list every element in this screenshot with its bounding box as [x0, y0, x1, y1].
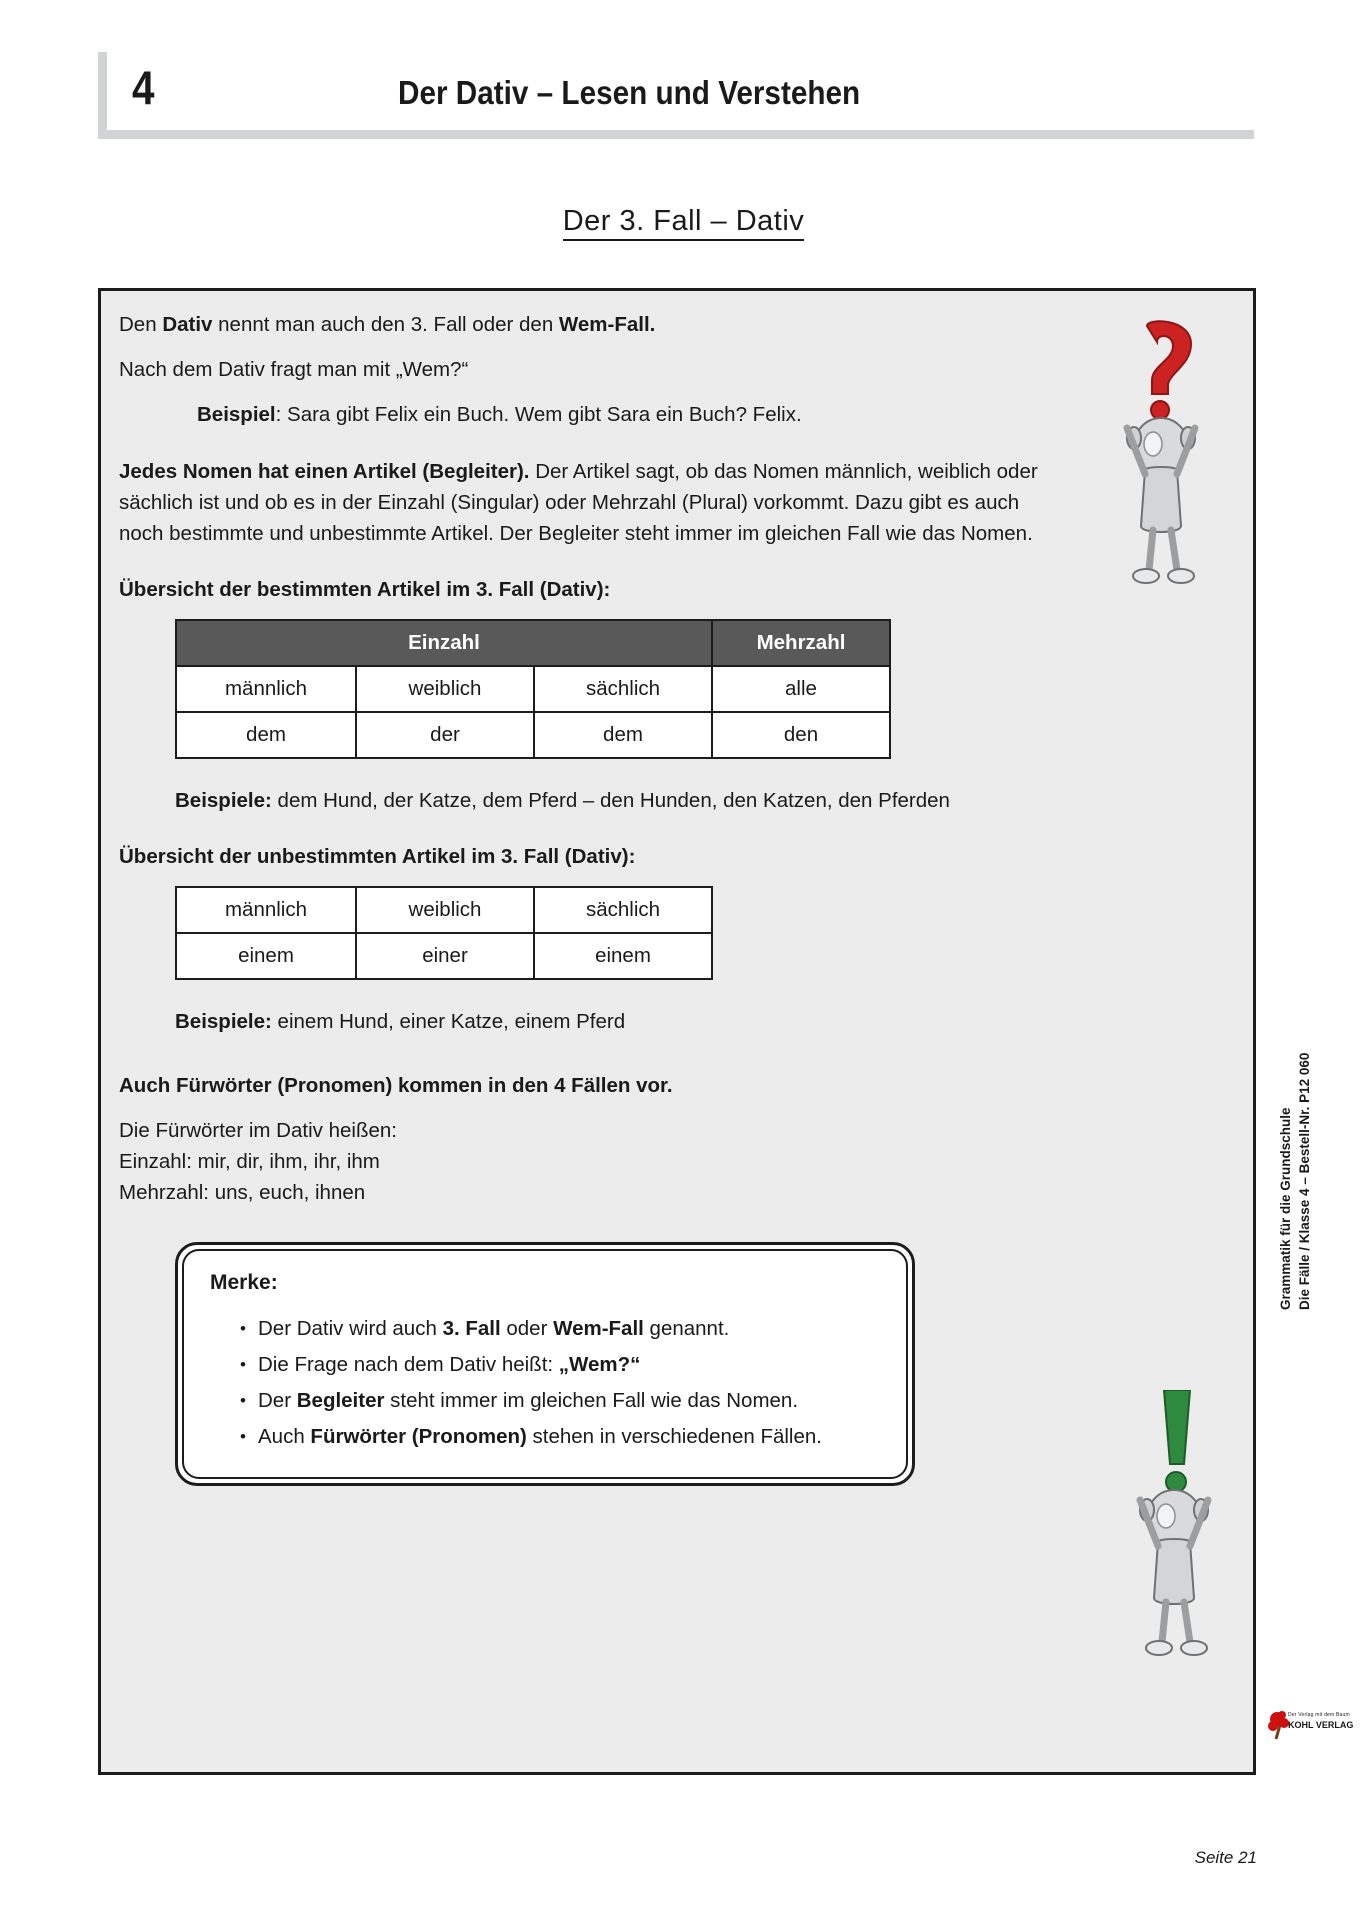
question-mark-character-illustration [1105, 320, 1225, 620]
merke-item-4-b1: Fürwörter (Pronomen) [310, 1425, 527, 1448]
merke-item-4-post: stehen in verschiedenen Fällen. [526, 1425, 822, 1448]
worksheet-number: 4 [132, 61, 154, 114]
merke-item-1-b1: 3. Fall [442, 1317, 501, 1340]
table-row [176, 666, 890, 712]
section-subtitle [0, 205, 1367, 238]
exclamation-mark-icon [1164, 1390, 1190, 1492]
table-cell-gender-alle: alle [712, 666, 890, 712]
table-row [176, 933, 712, 979]
table-cell-article-den-pl: den [712, 712, 890, 758]
header-accent-bar-left [98, 52, 107, 130]
beispiele-bestimmt [175, 785, 1235, 816]
merke-box [175, 1242, 915, 1486]
merke-item-4-pre: Auch [258, 1425, 311, 1448]
section-subtitle-text: Der 3. Fall – Dativ [563, 205, 805, 241]
publisher-logo-text [1288, 1710, 1353, 1730]
sidebar-imprint-line-1: Grammatik für die Grundschule [1278, 1107, 1293, 1310]
sidebar-imprint-line-2: Die Fälle / Klasse 4 – Bestell-Nr. P12 060 [1297, 1052, 1312, 1310]
nomen-paragraph [119, 456, 1049, 549]
page-header [98, 52, 1254, 137]
table-cell-article-einem-m: einem [176, 933, 356, 979]
merke-item-1-post: genannt. [643, 1317, 730, 1340]
publisher-logo-name: KOHL [1288, 1720, 1314, 1730]
exclamation-mark-character-illustration [1118, 1390, 1238, 1690]
table-row [176, 712, 890, 758]
table-cell-article-einer-f: einer [356, 933, 534, 979]
beispiel-line [197, 399, 1235, 430]
beispiele-unbestimmt-text: einem Hund, einer Katze, einem Pferd [271, 1010, 626, 1033]
merke-item-3-pre: Der [258, 1389, 297, 1412]
table-cell-gender-weiblich: weiblich [356, 887, 534, 933]
table-cell-gender-saechlich: sächlich [534, 666, 712, 712]
table-bestimmte-artikel [175, 619, 891, 759]
merke-item-3-b1: Begleiter [296, 1389, 385, 1412]
beispiel-text: : Sara gibt Felix ein Buch. Wem gibt Sara ein Buch? Felix. [275, 403, 802, 426]
definition-line-1-bold-dativ: Dativ [162, 313, 213, 336]
table-unbestimmte-artikel [175, 886, 713, 980]
page-title: Der Dativ – Lesen und Verstehen [398, 74, 861, 111]
heading-bestimmte-artikel: Übersicht der bestimmten Artikel im 3. Fall (Dativ): [119, 578, 611, 601]
nomen-paragraph-rest: Der Artikel sagt, ob das Nomen männlich, weiblich oder sächlich ist und ob es in der Einzahl (Singular) oder Mehrzahl (Plural) vorkommt. Dazu gibt es auch noch bestimmte und unbestimmte Artikel. Der Begleiter steht immer im gleichen Fall wie das Nomen. [119, 460, 1038, 545]
table-header-einzahl: Einzahl [176, 620, 712, 666]
table-cell-article-dem-m: dem [176, 712, 356, 758]
question-mark-icon [1147, 321, 1191, 419]
header-accent-bar-bottom [98, 130, 1254, 139]
merke-item-2-pre: Die Frage nach dem Dativ heißt: [258, 1353, 559, 1376]
heading-unbestimmte-artikel: Übersicht der unbestimmten Artikel im 3. Fall (Dativ): [119, 845, 636, 868]
table-cell-gender-maennlich: männlich [176, 887, 356, 933]
beispiele-bestimmt-text: dem Hund, der Katze, dem Pferd – den Hunden, den Katzen, den Pferden [271, 789, 950, 812]
heading-pronomen: Auch Fürwörter (Pronomen) kommen in den 4 Fällen vor. [119, 1074, 673, 1097]
table-cell-article-der-f: der [356, 712, 534, 758]
definition-line-1 [119, 309, 1049, 340]
page-number-footer: Seite 21 [1194, 1848, 1257, 1867]
table-cell-gender-weiblich: weiblich [356, 666, 534, 712]
pronomen-line-1: Die Fürwörter im Dativ heißen: [119, 1119, 397, 1142]
merke-item-1-b2: Wem-Fall [553, 1317, 644, 1340]
definition-line-1-mid: nennt man auch den 3. Fall oder den [212, 313, 559, 336]
publisher-logo-tagline: Der Verlag mit dem Baum [1288, 1712, 1350, 1718]
table-cell-article-dem-n: dem [534, 712, 712, 758]
pronomen-line-2: Einzahl: mir, dir, ihm, ihr, ihm [119, 1150, 380, 1173]
list-item [240, 1347, 880, 1383]
merke-item-1-pre: Der Dativ wird auch [258, 1317, 443, 1340]
table-cell-article-einem-n: einem [534, 933, 712, 979]
publisher-logo-sub: VERLAG [1315, 1720, 1354, 1730]
merke-title: Merke: [210, 1271, 278, 1294]
nomen-paragraph-bold: Jedes Nomen hat einen Artikel (Begleiter). [119, 460, 530, 483]
table-cell-gender-maennlich: männlich [176, 666, 356, 712]
sidebar-imprint [1276, 1053, 1314, 1310]
definition-line-2: Nach dem Dativ fragt man mit „Wem?“ [119, 358, 469, 381]
table-row [176, 887, 712, 933]
definition-line-1-pre: Den [119, 313, 163, 336]
table-header-mehrzahl: Mehrzahl [712, 620, 890, 666]
merke-list [210, 1311, 880, 1455]
table-row-header [176, 620, 890, 666]
merke-item-2-b1: „Wem?“ [558, 1353, 641, 1376]
beispiele-unbestimmt-label: Beispiele: [175, 1010, 272, 1033]
pronomen-line-3: Mehrzahl: uns, euch, ihnen [119, 1181, 366, 1204]
beispiele-unbestimmt [175, 1006, 1235, 1037]
beispiele-bestimmt-label: Beispiele: [175, 789, 272, 812]
beispiel-label: Beispiel [197, 403, 276, 426]
list-item [240, 1311, 880, 1347]
list-item [240, 1419, 880, 1455]
list-item [240, 1383, 880, 1419]
merke-item-1-mid: oder [500, 1317, 554, 1340]
table-cell-gender-saechlich: sächlich [534, 887, 712, 933]
merke-item-3-post: steht immer im gleichen Fall wie das Nomen. [384, 1389, 799, 1412]
lesson-content-box [98, 288, 1256, 1775]
definition-line-1-bold-wemfall: Wem-Fall. [558, 313, 656, 336]
